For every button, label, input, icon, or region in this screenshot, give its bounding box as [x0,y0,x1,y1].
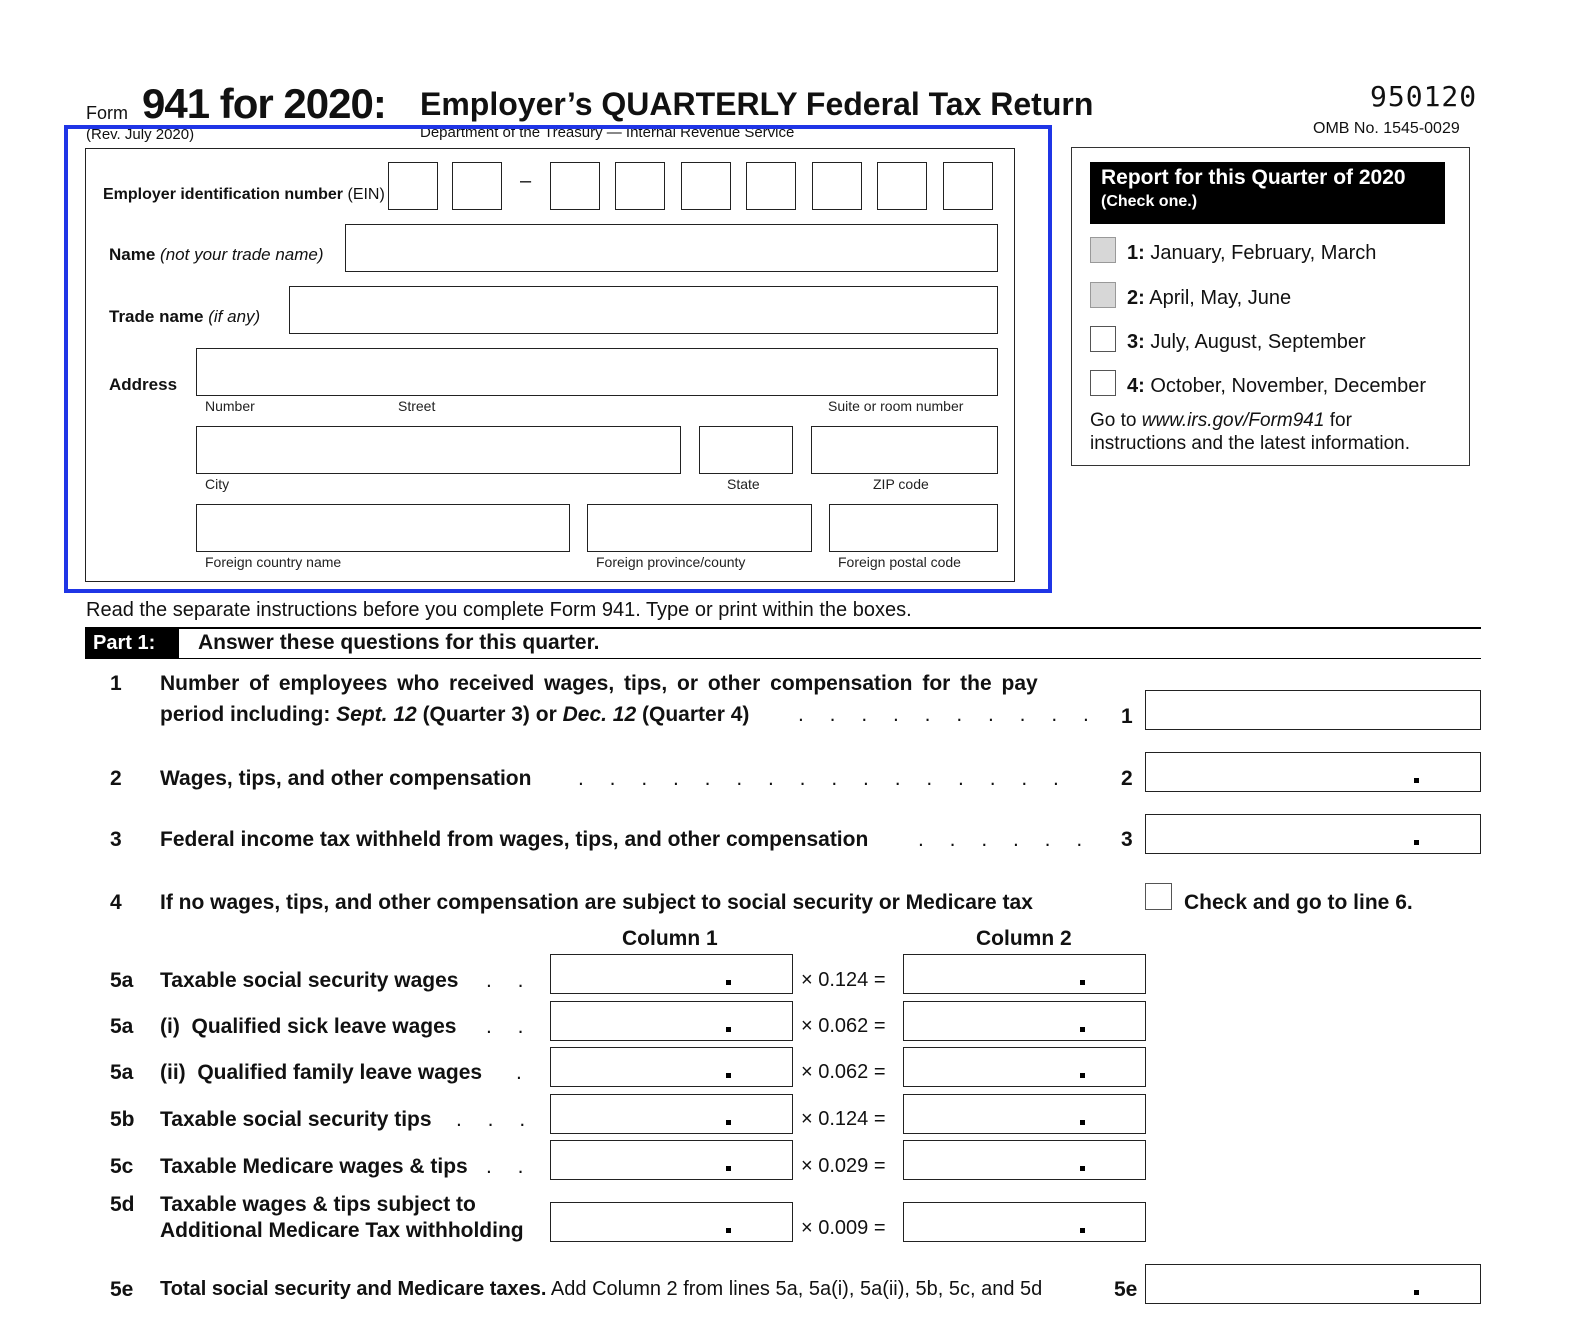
part1-tag: Part 1: [85,629,179,659]
column1-header: Column 1 [622,927,718,950]
line5b-col2-field[interactable] [903,1094,1146,1134]
line5e-field[interactable] [1145,1264,1481,1304]
address-label: Address [109,375,178,394]
line5ai-col1-field[interactable] [550,1001,793,1041]
line5ai-col1-decimal [726,1027,731,1032]
instructions: Read the separate instructions before you complete Form 941. Type or print within the boxes. [86,599,912,621]
line5a-col2-decimal [1080,980,1085,985]
line4-text: If no wages, tips, and other compensation are subject to social security or Medicare tax [160,891,1033,914]
line5b-col1-decimal [726,1120,731,1125]
line5aii-text: (ii) Qualified family leave wages [160,1061,483,1084]
line2-field[interactable] [1145,752,1481,792]
quarter-1-label: 1: January, February, March [1127,242,1377,264]
quarter-3-label: 3: July, August, September [1127,331,1366,353]
line5a-col1-field[interactable] [550,954,793,994]
line5c-col1-decimal [726,1166,731,1171]
part1-title: Answer these questions for this quarter. [198,631,600,654]
line5ai-col2-field[interactable] [903,1001,1146,1041]
foreign-country-caption: Foreign country name [205,554,342,570]
foreign-province-caption: Foreign province/county [596,554,746,570]
line5a-col2-field[interactable] [903,954,1146,994]
zip-caption: ZIP code [873,476,929,492]
quarter-header [1090,162,1445,224]
line3-number: 3 [110,828,122,851]
line5c-rate: × 0.029 = [801,1155,886,1177]
ein-label: Employer identification number (EIN) [103,186,385,203]
quarter-2-label: 2: April, May, June [1127,287,1292,309]
part1-rule-bottom [85,658,1481,659]
line5b-leader-dots: . . . [456,1108,536,1131]
line3-text: Federal income tax withheld from wages, tips, and other compensation [160,828,869,851]
quarter-4-checkbox[interactable] [1090,370,1116,396]
quarter-1-checkbox[interactable] [1090,237,1116,263]
line2-decimal [1414,778,1419,783]
line5c-col2-decimal [1080,1166,1085,1171]
line5aii-col1-decimal [726,1073,731,1078]
line5b-rate: × 0.124 = [801,1108,886,1130]
line5aii-leader-dots: . [516,1061,532,1084]
line4-check-text: Check and go to line 6. [1184,891,1413,914]
line5c-leader-dots: . . [486,1155,534,1178]
form-title: Employer’s QUARTERLY Federal Tax Return [420,86,1094,122]
form-number: 941 for 2020: [142,80,386,127]
line1-ref: 1 [1121,705,1133,728]
name-label: Name (not your trade name) [109,245,324,264]
line5c-col1-field[interactable] [550,1140,793,1180]
selection-highlight [64,125,1052,593]
line4-number: 4 [110,891,122,914]
ein-dash: – [520,170,532,192]
line1-text-a: Number of employees who received wages, tips, or other compensation for the pay [160,672,1038,695]
number-caption: Number [205,398,255,414]
form-code: 950120 [1370,80,1478,113]
line5d-number: 5d [110,1193,135,1216]
line2-leader-dots: . . . . . . . . . . . . . . . . [578,767,1069,790]
line5a-number: 5a [110,969,134,992]
line5e-number: 5e [110,1278,134,1301]
quarter-4-label: 4: October, November, December [1127,375,1427,397]
line1-field[interactable] [1145,690,1481,730]
city-caption: City [205,476,230,492]
line5a-rate: × 0.124 = [801,969,886,991]
line2-ref: 2 [1121,767,1133,790]
line5a-text: Taxable social security wages [160,969,459,992]
line1-text-b: period including: Sept. 12 (Quarter 3) or Dec. 12 (Quarter 4) [160,703,750,726]
line5d-text-b: Additional Medicare Tax withholding [160,1219,524,1242]
line3-ref: 3 [1121,828,1133,851]
quarter-note: Go to www.irs.gov/Form941 for [1090,410,1352,431]
line5b-number: 5b [110,1108,135,1131]
quarter-title: Report for this Quarter of 2020 [1101,166,1406,189]
line5e-text: Total social security and Medicare taxes. Add Column 2 from lines 5a, 5a(i), 5a(ii), 5b, 5c, and 5d [160,1278,1043,1300]
line5c-number: 5c [110,1155,134,1178]
column2-header: Column 2 [976,927,1072,950]
line2-text: Wages, tips, and other compensation [160,767,532,790]
line5ai-number: 5a [110,1015,134,1038]
line5a-leader-dots: . . [486,969,534,992]
line5aii-number: 5a [110,1061,134,1084]
line5d-col1-field[interactable] [550,1202,793,1242]
line1-leader-dots: . . . . . . . . . . [798,703,1099,726]
line5d-col2-field[interactable] [903,1202,1146,1242]
line5ai-rate: × 0.062 = [801,1015,886,1037]
line1-number: 1 [110,672,122,695]
line5c-text: Taxable Medicare wages & tips [160,1155,468,1178]
quarter-note-line2: instructions and the latest information. [1090,433,1411,454]
line4-checkbox[interactable] [1145,883,1172,910]
line5b-col2-decimal [1080,1120,1085,1125]
street-caption: Street [398,398,436,414]
line5a-col1-decimal [726,980,731,985]
line5b-text: Taxable social security tips [160,1108,432,1131]
quarter-2-checkbox[interactable] [1090,282,1116,308]
line5d-col2-decimal [1080,1228,1085,1233]
line5d-col1-decimal [726,1228,731,1233]
line5aii-rate: × 0.062 = [801,1061,886,1083]
state-caption: State [727,476,760,492]
line5ai-leader-dots: . . [486,1015,534,1038]
foreign-postal-caption: Foreign postal code [838,554,961,570]
quarter-3-checkbox[interactable] [1090,326,1116,352]
department: Department of the Treasury — Internal Revenue Service [420,124,795,141]
irs-link[interactable]: www.irs.gov/Form941 [1141,410,1325,431]
line3-leader-dots: . . . . . . [918,828,1093,851]
line5d-text-a: Taxable wages & tips subject to [160,1193,476,1216]
part1-rule-top [85,627,1481,629]
omb-number: OMB No. 1545-0029 [1313,120,1460,137]
line3-field[interactable] [1145,814,1481,854]
line5aii-col2-field[interactable] [903,1047,1146,1087]
line5ai-text: (i) Qualified sick leave wages [160,1015,457,1038]
line5aii-col1-field[interactable] [550,1047,793,1087]
line5e-ref: 5e [1114,1278,1138,1301]
suite-caption: Suite or room number [828,398,964,414]
revision-date: (Rev. July 2020) [86,126,195,143]
line2-number: 2 [110,767,122,790]
line5d-rate: × 0.009 = [801,1217,886,1239]
line5e-decimal [1414,1290,1419,1295]
line5b-col1-field[interactable] [550,1094,793,1134]
line5ai-col2-decimal [1080,1027,1085,1032]
quarter-subtitle: (Check one.) [1101,193,1198,210]
line5c-col2-field[interactable] [903,1140,1146,1180]
line5aii-col2-decimal [1080,1073,1085,1078]
line3-decimal [1414,840,1419,845]
form-word: Form [86,103,128,123]
trade-name-label: Trade name (if any) [109,307,261,326]
